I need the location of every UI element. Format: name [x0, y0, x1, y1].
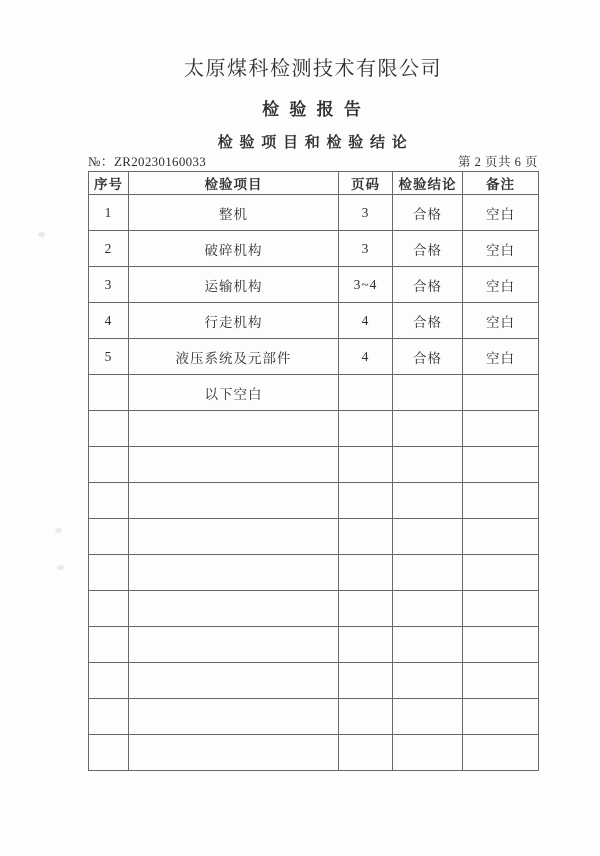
- scan-smudge: [55, 528, 62, 533]
- column-header: 检验结论: [393, 172, 463, 195]
- table-cell: [463, 663, 539, 699]
- section-title: 检 验 项 目 和 检 验 结 论: [217, 135, 409, 151]
- table-cell: [129, 483, 339, 519]
- column-header: 序号: [89, 172, 129, 195]
- table-cell: 整机: [129, 195, 339, 231]
- table-cell: [129, 519, 339, 555]
- table-row: [89, 519, 539, 555]
- table-cell: [339, 735, 393, 771]
- table-cell: [89, 663, 129, 699]
- report-title: 检 验 报 告: [262, 100, 364, 119]
- table-cell: 5: [89, 339, 129, 375]
- table-row: [89, 663, 539, 699]
- table-cell: [129, 735, 339, 771]
- table-cell: 空白: [463, 267, 539, 303]
- table-cell: [393, 555, 463, 591]
- meta-row: [88, 153, 538, 170]
- table-cell: [463, 699, 539, 735]
- table-cell: 空白: [463, 303, 539, 339]
- table-cell: 液压系统及元部件: [129, 339, 339, 375]
- table-cell: 3~4: [339, 267, 393, 303]
- document-number: [88, 154, 206, 170]
- table-cell: [339, 663, 393, 699]
- document-number-value: ZR20230160033: [114, 154, 207, 169]
- table-row: [89, 303, 539, 339]
- table-cell: [129, 411, 339, 447]
- table-row: [89, 339, 539, 375]
- table-row: [89, 411, 539, 447]
- table-cell: [393, 519, 463, 555]
- table-cell: 合格: [393, 303, 463, 339]
- table-cell: [393, 735, 463, 771]
- table-row: [89, 267, 539, 303]
- table-cell: 空白: [463, 195, 539, 231]
- table-cell: [89, 555, 129, 591]
- table-cell: [339, 519, 393, 555]
- table-cell: [339, 627, 393, 663]
- page-indicator: 第 2 页共 6 页: [457, 155, 538, 169]
- table-row: [89, 195, 539, 231]
- table-cell: [339, 555, 393, 591]
- table-cell: [89, 735, 129, 771]
- table-cell: [393, 627, 463, 663]
- table-cell: 破碎机构: [129, 231, 339, 267]
- table-cell: [89, 411, 129, 447]
- table-cell: [339, 483, 393, 519]
- table-cell: 2: [89, 231, 129, 267]
- table-header-row: [89, 172, 539, 195]
- table-cell: 3: [339, 231, 393, 267]
- table-cell: [463, 591, 539, 627]
- table-cell: [129, 627, 339, 663]
- table-cell: [129, 663, 339, 699]
- table-cell: [89, 447, 129, 483]
- table-row: [89, 375, 539, 411]
- table-cell: 合格: [393, 231, 463, 267]
- table-cell: 4: [339, 303, 393, 339]
- table-cell: [393, 663, 463, 699]
- table-row: [89, 555, 539, 591]
- table-cell: 空白: [463, 339, 539, 375]
- table-cell: [463, 519, 539, 555]
- table-cell: 3: [89, 267, 129, 303]
- scan-smudge: [38, 232, 45, 237]
- report-content: [88, 0, 538, 771]
- table-row: [89, 483, 539, 519]
- table-cell: 以下空白: [129, 375, 339, 411]
- table-cell: [393, 699, 463, 735]
- table-cell: [339, 375, 393, 411]
- table-cell: [89, 627, 129, 663]
- table-cell: [393, 447, 463, 483]
- scan-smudge: [57, 565, 64, 570]
- column-header: 备注: [463, 172, 539, 195]
- column-header: 检验项目: [129, 172, 339, 195]
- document-number-label: №：: [88, 154, 115, 169]
- table-row: [89, 447, 539, 483]
- column-header: 页码: [339, 172, 393, 195]
- table-row: [89, 627, 539, 663]
- table-cell: 空白: [463, 231, 539, 267]
- table-cell: 运输机构: [129, 267, 339, 303]
- table-body: [89, 195, 539, 771]
- table-cell: [393, 375, 463, 411]
- table-cell: [463, 555, 539, 591]
- table-cell: [89, 519, 129, 555]
- table-cell: [129, 699, 339, 735]
- table-cell: 行走机构: [129, 303, 339, 339]
- table-cell: [89, 591, 129, 627]
- table-cell: 合格: [393, 195, 463, 231]
- table-cell: [463, 735, 539, 771]
- table-cell: [339, 411, 393, 447]
- table-cell: [129, 447, 339, 483]
- table-cell: 合格: [393, 339, 463, 375]
- inspection-results-table: [88, 171, 539, 771]
- table-cell: 1: [89, 195, 129, 231]
- table-cell: 合格: [393, 267, 463, 303]
- table-cell: 4: [339, 339, 393, 375]
- table-cell: 3: [339, 195, 393, 231]
- table-cell: [393, 483, 463, 519]
- table-row: [89, 231, 539, 267]
- table-cell: [89, 375, 129, 411]
- table-cell: [463, 375, 539, 411]
- table-row: [89, 735, 539, 771]
- table-cell: [463, 447, 539, 483]
- table-cell: [463, 483, 539, 519]
- table-row: [89, 591, 539, 627]
- table-cell: [393, 591, 463, 627]
- table-cell: [339, 591, 393, 627]
- table-cell: [129, 591, 339, 627]
- table-row: [89, 699, 539, 735]
- table-cell: [89, 483, 129, 519]
- table-cell: 4: [89, 303, 129, 339]
- table-cell: [463, 411, 539, 447]
- table-cell: [463, 627, 539, 663]
- table-cell: [129, 555, 339, 591]
- table-cell: [393, 411, 463, 447]
- company-name: 太原煤科检测技术有限公司: [184, 58, 442, 80]
- table-cell: [339, 699, 393, 735]
- table-cell: [339, 447, 393, 483]
- table-cell: [89, 699, 129, 735]
